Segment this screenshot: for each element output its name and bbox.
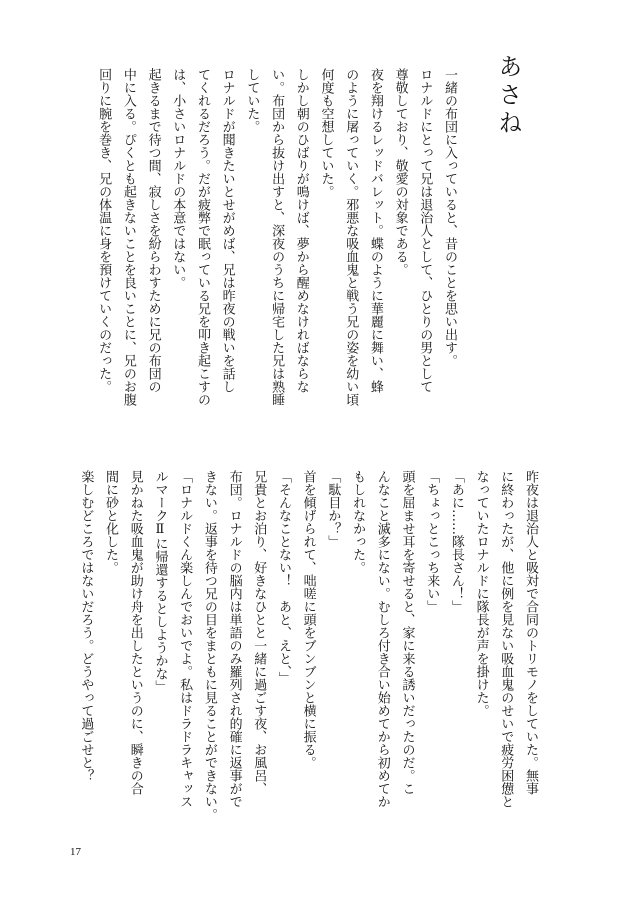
chapter-title: あさね: [494, 54, 522, 138]
upper-text-block: 一緒の布団に入っていると、昔のことを思い出す。 ロナルドにとって兄は退治人として、ひとりの男として 尊敬しており、敬愛の対象である。 夜を翔けるレッドバレット。蝶のように華麗に舞い、蜂 のように屠っていく。邪悪な吸血鬼と戦う兄の姿を幼い頃 何度も空想していた。 しかし朝のひばりが鳴けば、夢から醒めなければならな い。布団から抜け出すと、深夜のうちに帰宅した兄は熟睡 していた。 ロナルドが聞きたいとせがめば、兄は昨夜の戦いを話し てくれるだろう。だが疲弊で眠っている兄を叩き起こすの は、小さいロナルドの本意ではない。 起きるまで待つ間、寂しさを紛らわすために兄の布団の 中に入る。ぴくとも起きないことを良いことに、兄のお腹 回りに腕を巻き、兄の体温に身を預けていくのだった。: [96, 68, 457, 406]
lower-text-block: 昨夜は退治人と吸対で合同のトリモノをしていた。無事 に終わったが、他に例を見ない吸血鬼のせいで疲労困憊と なっていたロナルドに隊長が声を掛けた。 「あに……隊長さん！」 「ちょっとこっち来い」 頭を屈ませ耳を寄せると、家に来る誘いだったのだ。こ んなこと滅多にない。むしろ付き合い始めてから初めてか もしれなかった。 「駄目か？」 首を傾げられて、咄嗟に頭をブンブンと横に振る。 「そんなことない！ あと、えと、」 兄貴とお泊り、好きなひとと一緒に過ごす夜、お風呂、 布団。ロナルドの脳内は単語のみ羅列され的確に返事がで きない。返事を待つ兄の目をまともに見ることができない。 「ロナルドくん楽しんでおいでよ。私はドラドラキャッス ルマークⅡに帰還するとしようかな」 見かねた吸血鬼が助け舟を出したというのに、瞬きの合 間に砂と化した。 楽しむどころではないだろう。どうやって過ごせと？: [78, 470, 538, 821]
page-number: 17: [70, 846, 81, 858]
